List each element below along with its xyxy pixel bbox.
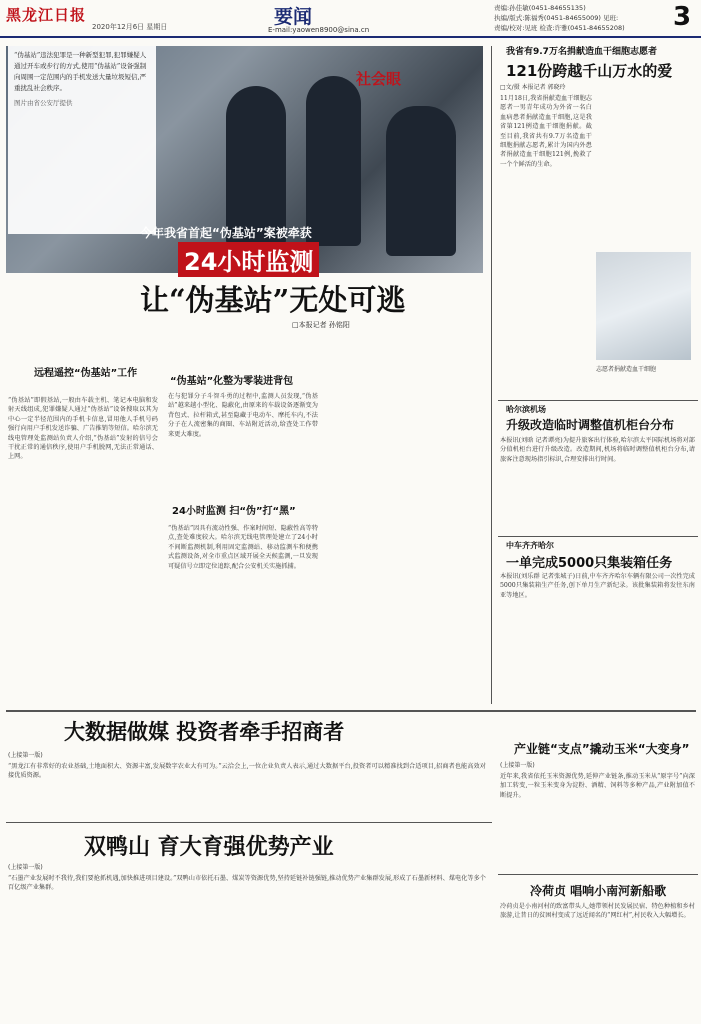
issue-date: 2020年12月6日 星期日 xyxy=(92,23,168,31)
section-rule xyxy=(6,710,696,712)
photo-credit: 图片由省公安厅提供 xyxy=(14,99,73,107)
column-divider xyxy=(491,46,492,704)
right-top-kicker: 我省有9.7万名捐献造血干细胞志愿者 xyxy=(506,47,657,57)
newspaper-name: 黑龙江日报 xyxy=(6,6,87,24)
section-title: 要闻 xyxy=(274,6,313,28)
editor-line: 责编/校对:见班 检查:许雅(0451-84655208) xyxy=(494,24,625,32)
page-number: 3 xyxy=(673,2,692,32)
bottom-right2-headline: 冷荷贞 唱响小南河新船歌 xyxy=(530,884,667,898)
article-column: 本报讯(刘乐群 记者张城子)日前,中车齐齐哈尔车辆有限公司一次性完成5000只集装箱生产任务,创下单月生产新纪录。该批集装箱将发往东南亚等地区。 xyxy=(500,573,695,599)
right-bot-kicker: 中车齐齐哈尔 xyxy=(506,541,554,550)
page-header xyxy=(0,0,701,38)
editor-line: 责编:孙佳敏(0451-84655135) xyxy=(494,4,586,12)
right-mid-headline: 升级改造临时调整值机柜台分布 xyxy=(506,418,675,432)
right-top-headline: 121份跨越千山万水的爱 xyxy=(506,62,673,80)
right-top-byline: □文/摄 本报记者 郭晓玲 xyxy=(500,84,566,91)
photo-caption-box xyxy=(8,46,156,234)
bottom-right-tag: (上接第一版) xyxy=(500,762,535,769)
article-column: “伪基站”即假基站,一般由车载主机、笔记本电脑和发射天线组成,犯罪嫌疑人通过“伪基站”设备搜取以其为中心一定半径范围内的手机卡信息,冒用他人手机号码强行向用户手机发送诈骗、广告推销等短信。哈尔滨无线电管理处监测站负责人介绍,“伪基站”发射的信号会干扰正常的通信秩序,使用户手机脱网,无法正常通话、上网。 xyxy=(8,397,158,461)
bottom-left-headline: 大数据做媒 投资者牵手招商者 xyxy=(64,720,345,744)
article-column: 11月18日,我省捐献造血干细胞志愿者一男青年成功为外省一名白血病患者捐献造血干细胞,这是我省第121例造血干细胞捐献。截至目前,我省共有9.7万名造血干细胞捐献志愿者,累计为国内外患者捐献造血干细胞121例,挽救了一个个鲜活的生命。 xyxy=(500,95,592,168)
section-rule xyxy=(498,536,698,537)
editor-line: 执编/版式:陈福秀(0451-84655009) 见班: xyxy=(494,14,619,22)
section-rule xyxy=(498,400,698,401)
bottom-main-tag: (上接第一版) xyxy=(8,864,43,871)
section-email[interactable]: E-mail:yaowen8900@sina.cn xyxy=(268,26,370,34)
article-column: “黑龙江有非常好的农业基础,土地面积大、资源丰富,发展数字农业大有可为。”云洽会上,一位企业负责人表示,通过大数据平台,投资者可以精准找到合适项目,招商者也能高效对接优质资源。 xyxy=(8,763,486,780)
section-heading: “伪基站”化整为零装进背包 xyxy=(170,376,294,387)
bottom-right-headline: 产业链“支点”撬动玉米“大变身” xyxy=(514,742,690,756)
article-column: 本报讯(刘晗 记者谭亮)为提升旅客出行体验,哈尔滨太平国际机场将对部分值机柜台进行升级改造。改造期间,机场将临时调整值机柜台分布,请旅客注意现场指引标识,合理安排出行时间。 xyxy=(500,437,695,463)
section-heading: 远程遥控“伪基站”工作 xyxy=(34,368,138,379)
section-rule xyxy=(498,874,698,875)
section-heading: 24小时监测 扫“伪”打“黑” xyxy=(172,506,296,517)
column-tag: 社会眼 xyxy=(356,70,402,88)
bottom-left-tag: (上接第一版) xyxy=(8,752,43,759)
editor-credits xyxy=(494,3,679,33)
article-column: 在与犯罪分子斗智斗勇的过程中,监测人员发现,“伪基站”越来越小型化、隐蔽化,由原来的车载设备逐渐变为背包式、拉杆箱式,甚至隐藏于电动车、摩托车内,不法分子在人流密集的商圈、车站附近活动,给查处工作带来更大难度。 xyxy=(168,393,318,438)
photo-figure xyxy=(226,86,286,246)
article-column: “伪基站”因具有流动性强、作案时间短、隐蔽性高等特点,查处难度较大。哈尔滨无线电管理处建立了24小时不间断监测机制,利用固定监测站、移动监测车和便携式监测设备,对全市重点区域开展全天候监测,一旦发现可疑信号立即定位追踪,配合公安机关实施抓捕。 xyxy=(168,525,318,570)
photo-figure xyxy=(386,106,456,256)
right-bot-headline: 一单完成5000只集装箱任务 xyxy=(506,556,673,571)
section-rule xyxy=(6,822,492,823)
bottom-main-headline: 双鸭山 育大育强优势产业 xyxy=(84,835,334,860)
main-kicker: 24小时监测 xyxy=(178,242,319,277)
right-mid-kicker: 哈尔滨机场 xyxy=(506,405,546,414)
main-byline: □本报记者 孙铭阳 xyxy=(292,321,350,329)
article-column: 冷荷贞是小南河村的致富带头人,她带领村民发展民宿、特色种植和乡村旅游,让昔日的贫困村变成了远近闻名的“网红村”,村民收入大幅增长。 xyxy=(500,903,695,920)
main-headline: 让“伪基站”无处可逃 xyxy=(140,283,406,317)
right-top-photo xyxy=(596,252,691,360)
main-subtitle: 今年我省首起“伪基站”案被牵获 xyxy=(140,226,312,240)
photo-figure xyxy=(306,76,361,246)
right-top-photo-caption: 志愿者捐献造血干细胞 xyxy=(596,366,657,373)
photo-caption: “伪基站”违法犯罪是一种新型犯罪,犯罪嫌疑人通过开车或步行的方式,使用“伪基站”设备强制向周围一定范围内的手机发送大量垃圾短信,严重扰乱社会秩序。 xyxy=(14,51,147,92)
article-column: “石墨产业发展时不我待,我们要抢抓机遇,加快推进项目建设。”双鸭山市依托石墨、煤炭等资源优势,坚持延链补链强链,推动优势产业集群发展,形成了石墨新材料、煤电化等多个百亿级产业集群。 xyxy=(8,875,486,892)
article-column: 近年来,我省依托玉米资源优势,延伸产业链条,推动玉米从“原字号”向深加工转变,一粒玉米变身为淀粉、酒精、饲料等多种产品,产业附加值不断提升。 xyxy=(500,773,695,799)
